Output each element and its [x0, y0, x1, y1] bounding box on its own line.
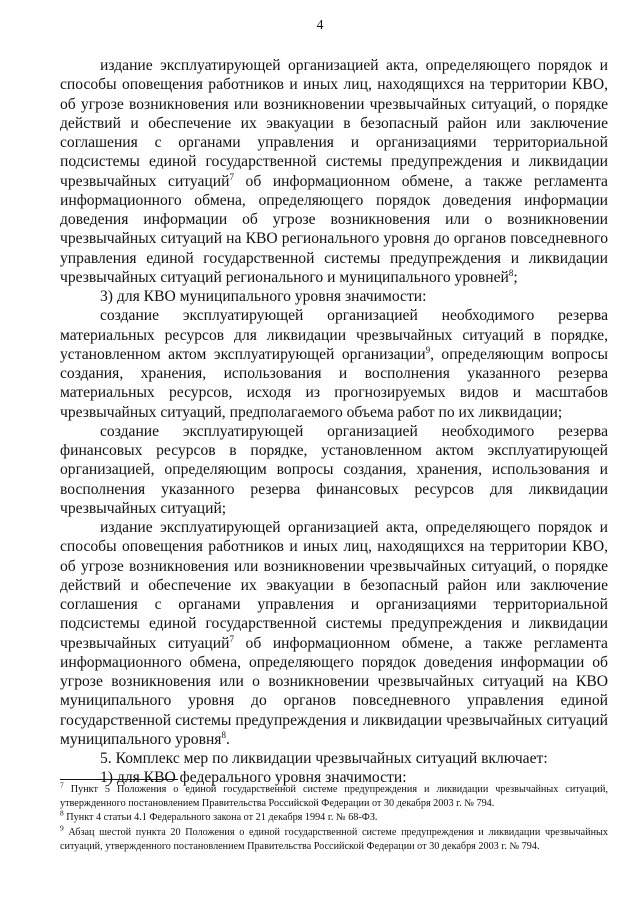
footnote-9: $^9$ Абзац шестой пункта 20 Положения о единой государственной системе предупреждения и ликвидации чрезвычайных ситуаций, утвержденного постановлением Правительства Российской Федерации от 30 декабря 2003 г. № 794.	[60, 823, 608, 852]
footnote-7: $^7$ Пункт 5 Положения о единой государственной системе предупреждения и ликвидации чрезвычайных ситуаций, утвержденного постановлением Правительства Российской Федерации от 30 декабря 2003 г. № 794.	[60, 780, 608, 810]
paragraph-municipal-heading: 3) для КВО муниципального уровня значимости:	[100, 288, 427, 305]
footnote-ref-8[interactable]: 8	[221, 729, 226, 740]
footnote-8: $^8$ Пункт 4 статьи 4.1 Федерального закона от 21 декабря 1994 г. № 68-ФЗ.	[60, 809, 378, 824]
paragraph-financial-reserve: создание эксплуатирующей организацией необходимого резерва финансовых ресурсов в порядке, установленном актом эксплуатирующей организацией, определяющим вопросы создания, хранения, использования и восполнения указанного резерва финансовых ресурсов для ликвидации чрезвычайных ситуаций;	[60, 422, 608, 517]
footnote-ref-8[interactable]: 8	[508, 267, 514, 278]
footnote-ref-9[interactable]: 9	[425, 344, 431, 355]
footnotes	[60, 780, 608, 854]
footnote-ref-7[interactable]: 7	[229, 633, 234, 644]
paragraph-notification-act-municipal: издание эксплуатирующей организацией акта, определяющего порядок и способы оповещения работников и иных лиц, находящихся на территории КВО, об угрозе возникновения или возникновении чрезвычайных ситуаций, о порядке действий и обеспечение их эвакуации в безопасный район или заключение соглашения с органами управления и организациями территориальной подсистемы единой государственной системы предупреждения и ликвидации чрезвычайных ситуаций$^7$ об информационном обмене, а также регламента информационного обмена, определяющего порядок доведения информации об угрозе возникновения или о возникновении чрезвычайных ситуаций на КВО муниципального уровня до органов повседневного управления единой государственной системы предупреждения и ликвидации чрезвычайных ситуаций муниципального уровня$^8$.	[60, 519, 608, 748]
body-text	[60, 56, 608, 788]
footnote-divider	[60, 779, 178, 780]
footnote-ref-7[interactable]: 7	[229, 171, 234, 182]
paragraph-federal-heading: 1) для КВО федерального уровня значимости:	[100, 769, 407, 787]
paragraph-liquidation-measures: 5. Комплекс мер по ликвидации чрезвычайных ситуаций включает:	[100, 750, 548, 767]
paragraph-notification-act-regional: издание эксплуатирующей организацией акта, определяющего порядок и способы оповещения работников и иных лиц, находящихся на территории КВО, об угрозе возникновения или возникновении чрезвычайных ситуаций, о порядке действий и обеспечение их эвакуации в безопасный район или заключение соглашения с органами управления и организациями территориальной подсистемы единой государственной системы предупреждения и ликвидации чрезвычайных ситуаций$^7$ об информационном обмене, а также регламента информационного обмена, определяющего порядок доведения информации доведения информации об угрозе возникновения или о возникновении чрезвычайных ситуаций на КВО регионального уровня до органов повседневного управления единой государственной системы предупреждения и ликвидации чрезвычайных ситуаций регионального и муниципального уровней$^8$;	[60, 57, 608, 286]
page-number: 4	[316, 18, 324, 33]
paragraph-material-reserve: создание эксплуатирующей организацией необходимого резерва материальных ресурсов для ликвидации чрезвычайных ситуаций в порядке, установленном актом эксплуатирующей организации$^9$, определяющим вопросы создания, хранения, использования и восполнения указанного резерва материальных ресурсов, исходя из прогнозируемых видов и масштабов чрезвычайных ситуаций, предполагаемого объема работ по их ликвидации;	[60, 307, 608, 421]
